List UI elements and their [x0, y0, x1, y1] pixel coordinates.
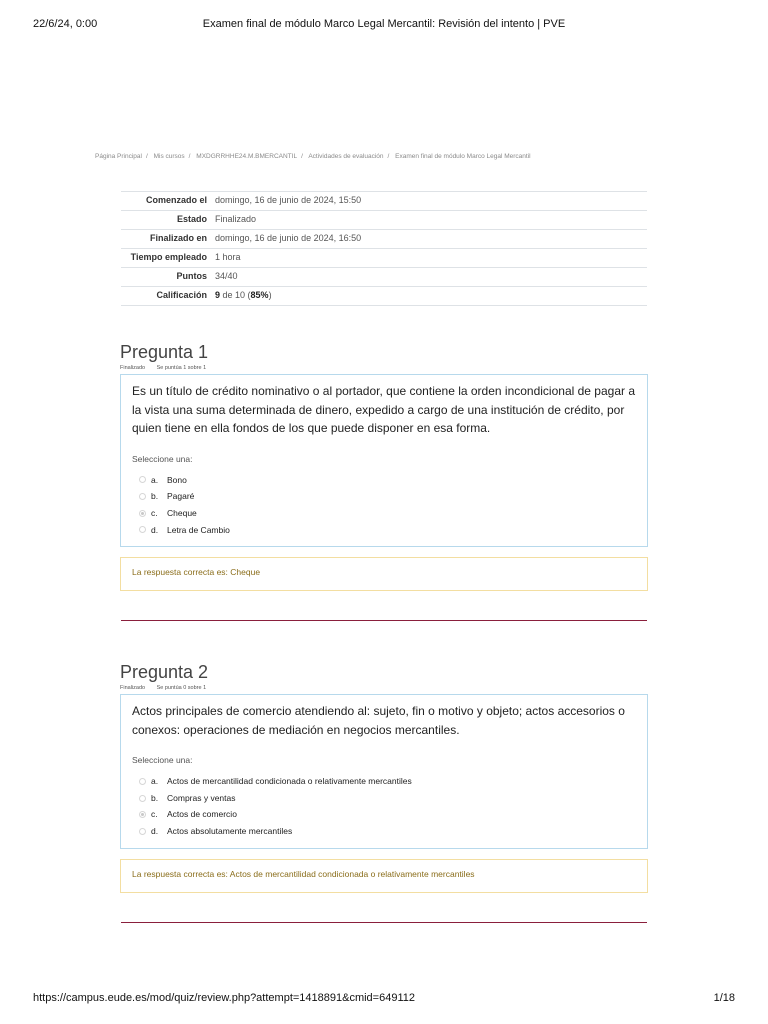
question-state: Finalizado [120, 365, 146, 371]
question-title: Pregunta 1 [120, 342, 209, 362]
option-letter: b. [151, 491, 159, 502]
grade-close-paren: ) [268, 290, 272, 300]
option-label: Compras y ventas [167, 792, 236, 803]
option-letter: d. [151, 524, 159, 535]
answer-options [132, 773, 636, 840]
answer-option-d[interactable] [132, 823, 636, 840]
answer-option-c[interactable] [132, 505, 636, 522]
option-label: Actos de mercantilidad condicionada o relativamente mercantiles [167, 776, 412, 786]
grade-value: 9 [215, 290, 221, 300]
right-answer-feedback: La respuesta correcta es: Actos de mercantilidad condicionada o relativamente mercantiles [120, 859, 648, 893]
summary-label: Comenzado el [145, 195, 207, 205]
option-letter: d. [151, 826, 159, 837]
print-date: 22/6/24, 0:00 [33, 18, 98, 30]
answer-option-d[interactable] [132, 522, 636, 539]
summary-row-marks [121, 268, 647, 287]
print-page-title: Examen final de módulo Marco Legal Mercantil: Revisión del intento | PVE [202, 18, 566, 30]
breadcrumb: Página Principal / Mis cursos / MXDGRRHHE24.M.BMERCANTIL / Actividades de evaluación / Examen final de módulo Marco Legal Mercantil [95, 153, 531, 160]
summary-value [211, 287, 647, 306]
question-grade: Se puntúa 0 sobre 1 [156, 685, 207, 691]
option-letter: b. [151, 792, 159, 803]
question-grade: Se puntúa 1 sobre 1 [156, 365, 207, 371]
grade-out-of: de 10 ( [220, 290, 251, 300]
question-info [120, 365, 648, 373]
grade-percent: 85% [250, 290, 269, 300]
question-divider [121, 922, 647, 923]
breadcrumb-section[interactable]: Actividades de evaluación [308, 153, 384, 160]
breadcrumb-quiz[interactable]: Examen final de módulo Marco Legal Mercantil [395, 153, 531, 160]
breadcrumb-course[interactable]: MXDGRRHHE24.M.BMERCANTIL [196, 153, 298, 160]
radio-button-selected[interactable] [139, 811, 146, 818]
summary-label: Estado [176, 214, 207, 224]
breadcrumb-home[interactable]: Página Principal [95, 153, 142, 160]
attempt-summary-table [121, 191, 647, 306]
summary-row-grade [121, 287, 647, 306]
option-label: Cheque [167, 507, 197, 518]
answer-prompt: Seleccione una: [132, 453, 193, 464]
answer-options [132, 472, 636, 539]
breadcrumb-my-courses[interactable]: Mis cursos [153, 153, 185, 160]
print-page-number: 1/18 [713, 992, 735, 1004]
radio-button[interactable] [139, 778, 146, 785]
option-label: Bono [167, 474, 187, 485]
summary-value: 1 hora [215, 252, 241, 262]
question-text: Es un título de crédito nominativo o al portador, que contiene la orden incondicional de pagar a la vista una suma determinada de dinero, expedido a cargo de una institución de crédito, por quien tiene en ella fondos de los que puede disponer en esa forma. [132, 384, 636, 435]
question-content [120, 694, 648, 849]
question-divider [121, 620, 647, 621]
question-text: Actos principales de comercio atendiendo al: sujeto, fin o motivo y objeto; actos accesorios o conexos: operaciones de mediación en negocios mercantiles. [132, 704, 625, 737]
radio-button[interactable] [139, 526, 146, 533]
radio-button[interactable] [139, 476, 146, 483]
summary-value: Finalizado [215, 214, 257, 224]
summary-value: 34/40 [215, 271, 238, 281]
answer-option-b[interactable] [132, 488, 636, 505]
question-info [120, 685, 648, 693]
question-1 [120, 341, 648, 591]
right-answer-feedback: La respuesta correcta es: Cheque [120, 557, 648, 591]
answer-prompt: Seleccione una: [132, 755, 193, 765]
radio-button[interactable] [139, 795, 146, 802]
option-letter: a. [151, 776, 159, 786]
option-label: Actos absolutamente mercantiles [167, 826, 293, 837]
answer-option-b[interactable] [132, 790, 636, 807]
summary-value: domingo, 16 de junio de 2024, 15:50 [215, 195, 362, 205]
summary-row-started [121, 192, 647, 211]
option-letter: c. [151, 507, 158, 518]
radio-button-selected[interactable] [139, 510, 146, 517]
summary-row-finished [121, 230, 647, 249]
summary-row-state [121, 211, 647, 230]
summary-row-time-taken [121, 249, 647, 268]
option-letter: c. [151, 809, 158, 820]
question-2 [120, 661, 648, 893]
option-label: Pagaré [167, 491, 195, 502]
summary-value: domingo, 16 de junio de 2024, 16:50 [215, 233, 362, 243]
option-letter: a. [151, 474, 159, 485]
question-title: Pregunta 2 [120, 662, 209, 682]
answer-option-c[interactable] [132, 806, 636, 823]
radio-button[interactable] [139, 493, 146, 500]
summary-label: Calificación [156, 290, 207, 300]
radio-button[interactable] [139, 828, 146, 835]
summary-label: Puntos [176, 271, 207, 281]
answer-option-a[interactable] [132, 472, 636, 489]
print-url: https://campus.eude.es/mod/quiz/review.php?attempt=1418891&cmid=649112 [33, 992, 415, 1004]
option-label: Letra de Cambio [167, 524, 230, 535]
option-label: Actos de comercio [167, 809, 237, 820]
summary-label: Tiempo empleado [130, 252, 207, 262]
question-content [120, 374, 648, 547]
question-state: Finalizado [120, 685, 146, 691]
summary-label: Finalizado en [149, 233, 207, 243]
answer-option-a[interactable] [132, 773, 636, 790]
